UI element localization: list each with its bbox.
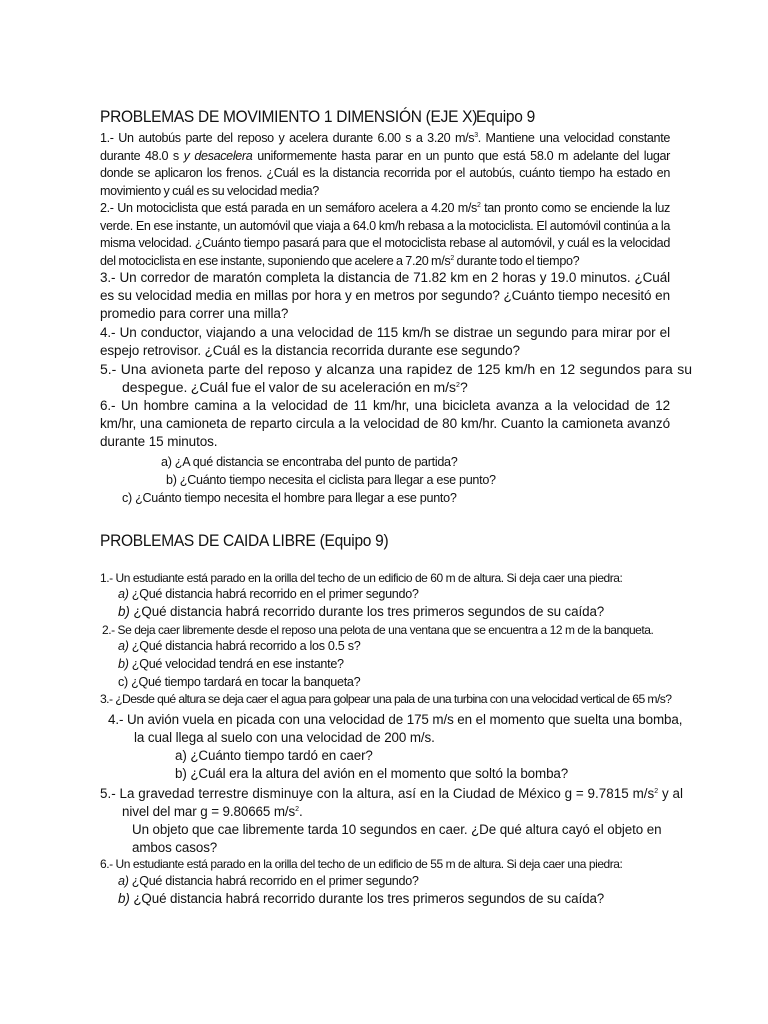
caida-problem-1: 1.- Un estudiante está parado en la orilla del techo de un edificio de 60 m de altura. Si deja caer una piedra:	[100, 571, 623, 585]
problem-1: 1.- Un autobús parte del reposo y acelera durante 6.00 s a 3.20 $m/s^3$. Mantiene una velocidad constante durante 48.0 s y desacelera uniformemente hasta parar en un punto que está 58.0 m adelante del lugar donde se aplicaron los frenos. ¿Cuál es la distancia recorrida por el autobús, cuánto tiempo ha estado en movimiento y cuál es su velocidad media?	[100, 131, 670, 198]
caida-problem-6-a: a) ¿Qué distancia habrá recorrido en el primer segundo?	[118, 874, 419, 888]
problem-6-c: c) ¿Cuánto tiempo necesita el hombre para llegar a ese punto?	[122, 491, 457, 505]
caida-problem-2: 2.- Se deja caer libremente desde el reposo una pelota de una ventana que se encuentra a 12 m de la banqueta.	[102, 623, 654, 637]
caida-problem-4-line2: la cual llega al suelo con una velocidad de 200 m/s.	[134, 730, 435, 745]
caida-problem-1-a: a) ¿Qué distancia habrá recorrido en el primer segundo?	[118, 587, 419, 601]
caida-problem-4-line1: 4.- Un avión vuela en picada con una velocidad de 175 m/s en el momento que suelta una bomba,	[108, 712, 683, 727]
caida-problem-2-b: b) ¿Qué velocidad tendrá en ese instante?	[118, 657, 344, 671]
problem-6-b: b) ¿Cuánto tiempo necesita el ciclista para llegar a ese punto?	[166, 473, 496, 487]
caida-problem-4-a: a) ¿Cuánto tiempo tardó en caer?	[175, 748, 373, 763]
problem-3: 3.- Un corredor de maratón completa la distancia de 71.82 km en 2 horas y 19.0 minutos. ¿Cuál es su velocidad media en millas por hora y en metros por segundo? ¿Cuánto tiempo necesitó en promedio para correr una milla?	[100, 270, 670, 321]
caida-problem-3: 3.- ¿Desde qué altura se deja caer el agua para golpear una pala de una turbina con una velocidad vertical de 65 m/s?	[100, 692, 672, 706]
caida-problem-5-line3: Un objeto que cae libremente tarda 10 segundos en caer. ¿De qué altura cayó el objeto en	[132, 822, 662, 837]
caida-problem-5-line1: 5.- La gravedad terrestre disminuye con la altura, así en la Ciudad de México g = 9.7815 $m/s^2$ y al	[100, 786, 684, 801]
problem-6: 6.- Un hombre camina a la velocidad de 11 km/hr, una bicicleta avanza a la velocidad de 12 km/hr, una camioneta de reparto circula a la velocidad de 80 km/hr. Cuanto la camioneta avanzó durante 15 minutos.	[100, 398, 670, 449]
problem-2: 2.- Un motociclista que está parada en un semáforo acelera a 4.20 $m/s^2$ tan pronto como se enciende la luz verde. En ese instante, un automóvil que viaja a 64.0 km/h rebasa a la motociclista. El automóvil continúa a la misma velocidad. ¿Cuánto tiempo pasará para que el motociclista rebase al automóvil, y cuál es la velocidad del motociclista en ese instante, suponiendo que acelere a 7.20 $m/s^2$ durante todo el tiempo?	[100, 201, 670, 268]
caida-problem-5-line4: ambos casos?	[132, 840, 218, 855]
caida-problem-6-b: b) ¿Qué distancia habrá recorrido durante los tres primeros segundos de su caída?	[118, 891, 605, 906]
team-label: Equipo 9	[476, 108, 535, 126]
caida-problem-4-b: b) ¿Cuál era la altura del avión en el momento que soltó la bomba?	[175, 766, 569, 781]
caida-problem-5-line2: nivel del mar g = 9.80665 $m/s^2$.	[122, 804, 303, 819]
caida-problem-2-c: c) ¿Qué tiempo tardará en tocar la banqueta?	[118, 675, 361, 689]
problem-6-a: a) ¿A qué distancia se encontraba del punto de partida?	[161, 455, 458, 469]
problem-4: 4.- Un conductor, viajando a una velocidad de 115 km/h se distrae un segundo para mirar por el espejo retrovisor. ¿Cuál es la distancia recorrida durante ese segundo?	[100, 325, 670, 358]
caida-problem-1-b: b) ¿Qué distancia habrá recorrido durante los tres primeros segundos de su caída?	[118, 604, 605, 619]
caida-problem-2-a: a) ¿Qué distancia habrá recorrido a los 0.5 s?	[118, 639, 361, 653]
section-title-caida-libre: PROBLEMAS DE CAIDA LIBRE (Equipo 9)	[100, 532, 389, 550]
section-title-movimiento	[100, 108, 636, 127]
problem-5: 5.- Una avioneta parte del reposo y alcanza una rapidez de 125 km/h en 12 segundos para su despegue. ¿Cuál fue el valor de su aceleración en $m/s^2$?	[100, 361, 692, 395]
section-title-text: PROBLEMAS DE MOVIMIENTO 1 DIMENSIÓN (EJE X)	[100, 108, 478, 126]
caida-problem-6: 6.- Un estudiante está parado en la orilla del techo de un edificio de 55 m de altura. Si deja caer una piedra:	[100, 857, 623, 871]
